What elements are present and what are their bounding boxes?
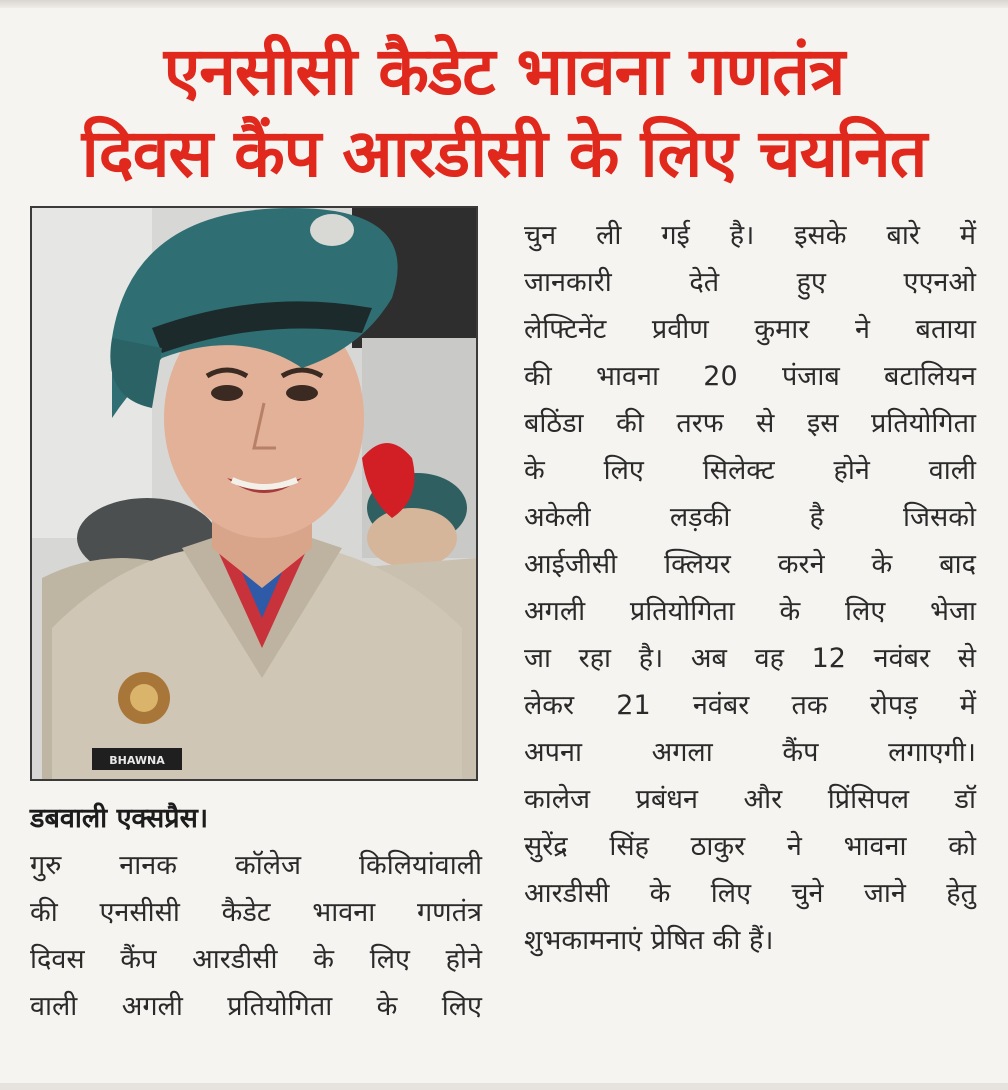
name-tag-text: BHAWNA — [109, 754, 165, 767]
article-line: बठिंडा की तरफ से इस प्रतियोगिता — [524, 408, 976, 439]
headline-line-1: एनसीसी कैडेट भावना गणतंत्र — [163, 33, 845, 110]
article-line: लेकर 21 नवंबर तक रोपड़ में — [524, 690, 976, 721]
article-line: गुरु नानक कॉलेज किलियांवाली — [30, 850, 482, 881]
article-line: वाली अगली प्रतियोगिता के लिए — [30, 991, 482, 1022]
article-line: शुभकामनाएं प्रेषित की हैं। — [524, 925, 774, 956]
article-line: सुरेंद्र सिंह ठाकुर ने भावना को — [524, 831, 976, 862]
article-line: कालेज प्रबंधन और प्रिंसिपल डॉ — [524, 784, 976, 815]
top-rule — [0, 0, 1008, 8]
article-line: जा रहा है। अब वह 12 नवंबर से — [524, 643, 976, 674]
article-line: लेफ्टिनेंट प्रवीण कुमार ने बताया — [524, 314, 976, 345]
bottom-rule — [0, 1083, 1008, 1090]
dateline: डबवाली एक्सप्रैस। — [30, 803, 209, 834]
article-line: आरडीसी के लिए चुने जाने हेतु — [524, 878, 976, 909]
article-column-right — [524, 212, 976, 964]
article-line: के लिए सिलेक्ट होने वाली — [524, 455, 976, 486]
article-line: आईजीसी क्लियर करने के बाद — [524, 549, 976, 580]
article-line: दिवस कैंप आरडीसी के लिए होने — [30, 944, 482, 975]
article-line: की भावना 20 पंजाब बटालियन — [524, 361, 976, 392]
article-line: जानकारी देते हुए एएनओ — [524, 267, 976, 298]
article-line: अकेली लड़की है जिसको — [524, 502, 976, 533]
article-column-left — [30, 795, 482, 1030]
article-line: अपना अगला कैंप लगाएगी। — [524, 737, 976, 768]
article-line: अगली प्रतियोगिता के लिए भेजा — [524, 596, 976, 627]
headline-line-2: दिवस कैंप आरडीसी के लिए चयनित — [81, 115, 927, 192]
article-line: चुन ली गई है। इसके बारे में — [524, 220, 976, 251]
article-line: की एनसीसी कैडेट भावना गणतंत्र — [30, 897, 482, 928]
cadet-photo — [30, 206, 478, 781]
